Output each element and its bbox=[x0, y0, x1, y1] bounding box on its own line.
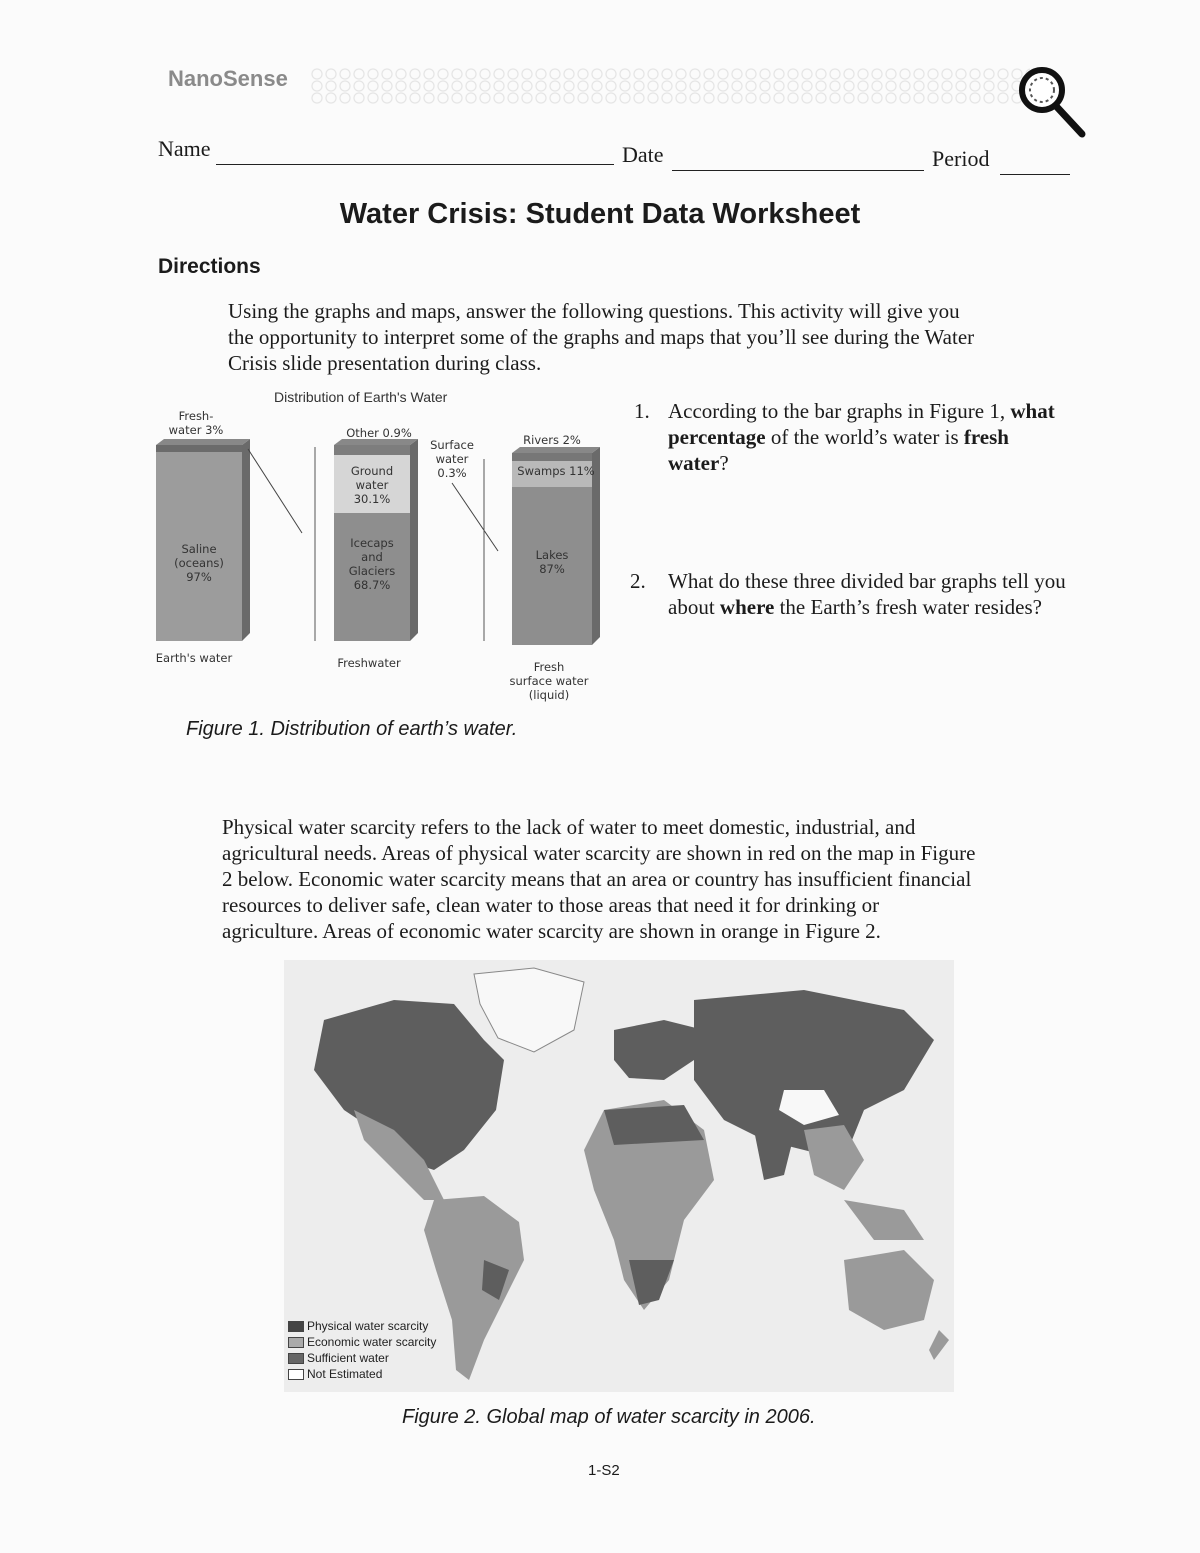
bar-earth-side bbox=[242, 439, 250, 641]
label-icecaps: Icecaps and Glaciers 68.7% bbox=[348, 536, 396, 592]
bar-earth-top bbox=[156, 439, 250, 445]
brand-pattern bbox=[310, 68, 1030, 104]
bar-fresh-other-segment bbox=[334, 445, 410, 455]
question-1-number: 1. bbox=[634, 399, 650, 423]
label-surface-water: Surface water 0.3% bbox=[430, 438, 474, 480]
bar-earth-fresh-segment bbox=[156, 445, 242, 452]
period-label: Period bbox=[932, 146, 990, 171]
page-title: Water Crisis: Student Data Worksheet bbox=[339, 198, 861, 230]
label-lakes: Lakes 87% bbox=[535, 548, 569, 576]
question-1: According to the bar graphs in Figure 1, what percentage of the world’s water is fresh water? bbox=[668, 399, 1055, 475]
bar-fresh-side bbox=[410, 439, 418, 641]
connector-1 bbox=[248, 449, 302, 533]
page-number: 1-S2 bbox=[588, 1462, 620, 1479]
label-rivers: Rivers 2% bbox=[523, 433, 581, 447]
directions-text: Using the graphs and maps, answer the following questions. This activity will give you the opportunity to interpret some of the graphs and maps that you’ll see during the Water Crisis slide presentation during class. bbox=[228, 299, 975, 375]
name-field[interactable] bbox=[216, 142, 614, 165]
bar-surface-rivers-segment bbox=[512, 453, 592, 461]
xlabel-earth: Earth's water bbox=[155, 651, 233, 665]
legend-not-estimated: Not Estimated bbox=[288, 1366, 436, 1382]
magnifier-icon bbox=[1012, 62, 1088, 140]
distribution-chart bbox=[150, 415, 610, 655]
xlabel-surface: Fresh surface water (liquid) bbox=[509, 660, 589, 702]
question-2: What do these three divided bar graphs tell you about where the Earth’s fresh water resides? bbox=[668, 569, 1066, 619]
date-field[interactable] bbox=[672, 148, 924, 171]
directions-heading: Directions bbox=[158, 255, 261, 278]
label-fresh-water: Fresh- water 3% bbox=[168, 409, 224, 437]
label-swamps: Swamps 11% bbox=[517, 464, 595, 478]
brand-logo: NanoSense bbox=[168, 66, 288, 91]
period-field[interactable] bbox=[1000, 152, 1070, 175]
figure2-caption: Figure 2. Global map of water scarcity in 2006. bbox=[402, 1406, 816, 1428]
label-other: Other 0.9% bbox=[346, 426, 412, 440]
name-label: Name bbox=[158, 136, 211, 161]
xlabel-freshwater: Freshwater bbox=[337, 656, 401, 670]
label-saline: Saline (oceans) 97% bbox=[174, 542, 224, 584]
legend-physical: Physical water scarcity bbox=[288, 1318, 436, 1334]
bar-surface-top bbox=[512, 447, 600, 453]
label-ground-water: Ground water 30.1% bbox=[350, 464, 394, 506]
map-legend bbox=[288, 1318, 436, 1382]
date-label: Date bbox=[622, 142, 664, 167]
chart-title: Distribution of Earth's Water bbox=[274, 389, 448, 405]
question-2-number: 2. bbox=[630, 569, 646, 593]
legend-sufficient: Sufficient water bbox=[288, 1350, 436, 1366]
figure1-caption: Figure 1. Distribution of earth’s water. bbox=[186, 718, 518, 740]
legend-economic: Economic water scarcity bbox=[288, 1334, 436, 1350]
scarcity-paragraph: Physical water scarcity refers to the lack of water to meet domestic, industrial, and agricultural needs. Areas of physical water scarcity are shown in red on the map in Figure 2 below. Economic water scarcity means that an area or country has insufficient financial resources to deliver safe, clean water to those areas that need it for drinking or agriculture. Areas of economic water scarcity are shown in orange in Figure 2. bbox=[222, 815, 976, 943]
connector-2 bbox=[452, 483, 498, 551]
